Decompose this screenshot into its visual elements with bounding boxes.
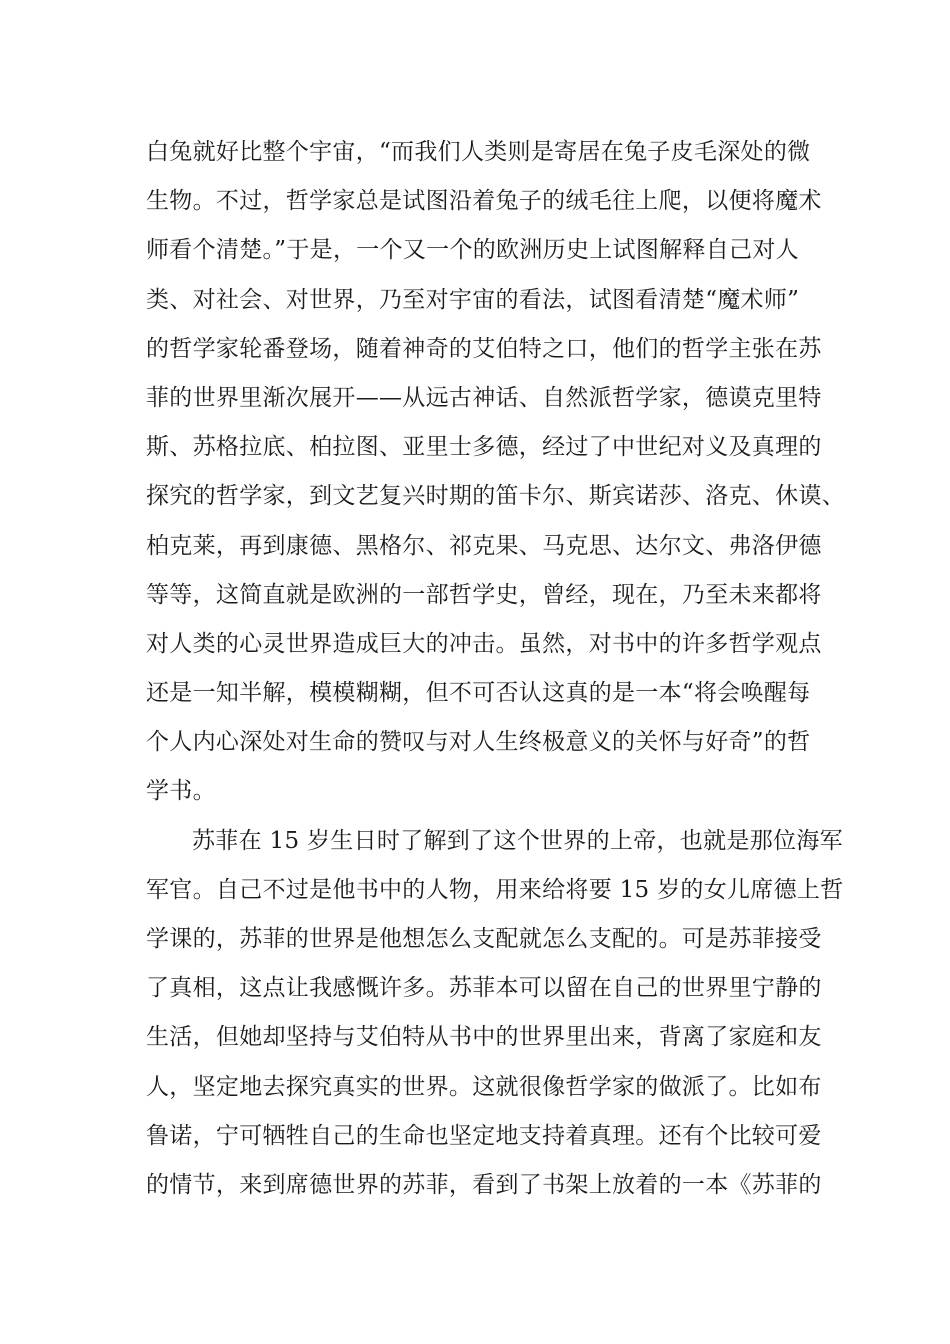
text-line: 生物。不过，哲学家总是试图沿着兔子的绒毛往上爬，以便将魔术: [146, 188, 822, 215]
text-line: 师看个清楚。”于是，一个又一个的欧洲历史上试图解释自己对人: [146, 237, 799, 264]
text-line: 白兔就好比整个宇宙，“而我们人类则是寄居在兔子皮毛深处的微: [146, 139, 811, 165]
text-line: 鲁诺，宁可牺牲自己的生命也坚定地支持着真理。还有个比较可爱: [146, 1122, 822, 1149]
text-line: 的情节，来到席德世界的苏菲，看到了书架上放着的一本《苏菲的: [146, 1171, 822, 1198]
text-line: 菲的世界里渐次展开——从远古神话、自然派哲学家，德谟克里特: [146, 384, 822, 411]
paragraph-2: [146, 817, 846, 1211]
text-line: 个人内心深处对生命的赞叹与对人生终极意义的关怀与好奇”的哲: [146, 729, 811, 756]
text-line: 斯、苏格拉底、柏拉图、亚里士多德，经过了中世纪对义及真理的: [146, 434, 822, 461]
text-line: 了真相，这点让我感慨许多。苏菲本可以留在自己的世界里宁静的: [146, 975, 822, 1002]
paragraph-1: [146, 128, 846, 817]
text-line: 军官。自己不过是他书中的人物，用来给将要 15 岁的女儿席德上哲: [146, 876, 844, 903]
text-line: 柏克莱，再到康德、黑格尔、祁克果、马克思、达尔文、弗洛伊德: [146, 532, 822, 559]
text-line: 对人类的心灵世界造成巨大的冲击。虽然，对书中的许多哲学观点: [146, 630, 822, 657]
text-line: 人，坚定地去探究真实的世界。这就很像哲学家的做派了。比如布: [146, 1073, 822, 1100]
text-line: 类、对社会、对世界，乃至对宇宙的看法，试图看清楚“魔术师”: [146, 286, 800, 313]
text-line: 的哲学家轮番登场，随着神奇的艾伯特之口，他们的哲学主张在苏: [146, 335, 822, 362]
text-line: 探究的哲学家，到文艺复兴时期的笛卡尔、斯宾诺莎、洛克、休谟、: [146, 483, 845, 510]
body-text: [146, 128, 846, 1210]
text-line: 学书。: [146, 778, 216, 805]
text-line: 等等，这简直就是欧洲的一部哲学史，曾经，现在，乃至未来都将: [146, 581, 822, 608]
text-line: 苏菲在 15 岁生日时了解到了这个世界的上帝，也就是那位海军: [192, 827, 843, 854]
text-line: 学课的，苏菲的世界是他想怎么支配就怎么支配的。可是苏菲接受: [146, 926, 822, 952]
text-line: 还是一知半解，模模糊糊，但不可否认这真的是一本“将会唤醒每: [146, 680, 811, 707]
text-line: 生活，但她却坚持与艾伯特从书中的世界里出来，背离了家庭和友: [146, 1024, 822, 1051]
